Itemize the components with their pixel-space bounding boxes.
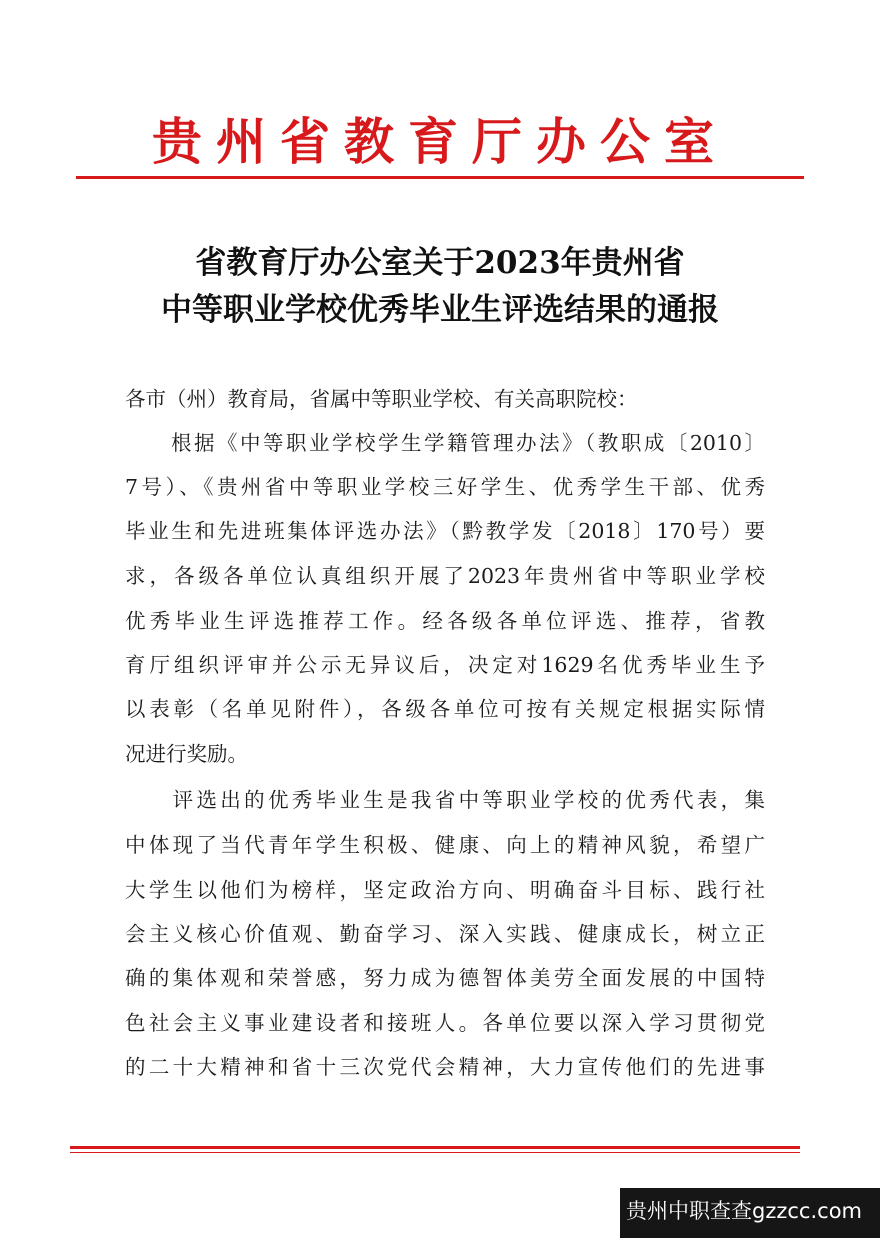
org-header: 贵州省教育厅办公室: [152, 112, 728, 171]
red-divider-bottom-thin: [70, 1152, 800, 1153]
paragraph-2-line: 大学生以他们为榜样，坚定政治方向、明确奋斗目标、践行社: [125, 878, 765, 902]
watermark: 贵州中职查查gzzcc.com: [626, 1199, 862, 1223]
paragraph-1-line: 求，各级各单位认真组织开展了2023年贵州省中等职业学校: [125, 564, 765, 588]
paragraph-2-line: 会主义核心价值观、勤奋学习、深入实践、健康成长，树立正: [125, 922, 765, 946]
paragraph-1-line: 毕业生和先进班集体评选办法》（黔教学发〔2018〕170号）要: [125, 519, 765, 543]
paragraph-1-line: 况进行奖励。: [125, 742, 248, 766]
paragraph-1-line: 根据《中等职业学校学生学籍管理办法》（教职成〔2010〕: [125, 431, 765, 455]
salutation-line: 各市（州）教育局，省属中等职业学校、有关高职院校：: [125, 387, 638, 411]
document-title-line-2: 中等职业学校优秀毕业生评选结果的通报: [161, 292, 719, 328]
paragraph-2-line: 中体现了当代青年学生积极、健康、向上的精神风貌，希望广: [125, 833, 765, 857]
document-title-line-1: 省教育厅办公室关于2023年贵州省: [195, 245, 685, 281]
paragraph-2-line: 确的集体观和荣誉感，努力成为德智体美劳全面发展的中国特: [125, 966, 765, 990]
paragraph-2-line: 色社会主义事业建设者和接班人。各单位要以深入学习贯彻党: [125, 1011, 765, 1035]
paragraph-1-line: 以表彰（名单见附件），各级各单位可按有关规定根据实际情: [125, 697, 765, 721]
paragraph-2-line: 的二十大精神和省十三次党代会精神，大力宣传他们的先进事: [125, 1055, 765, 1079]
paragraph-1-line: 育厅组织评审并公示无异议后，决定对1629名优秀毕业生予: [125, 653, 765, 677]
red-divider-top: [76, 176, 804, 179]
paragraph-1-line: 7号）、《贵州省中等职业学校三好学生、优秀学生干部、优秀: [125, 475, 765, 499]
paragraph-1-line: 优秀毕业生评选推荐工作。经各级各单位评选、推荐，省教: [125, 609, 765, 633]
red-divider-bottom: [70, 1146, 800, 1149]
paragraph-2-line: 评选出的优秀毕业生是我省中等职业学校的优秀代表，集: [125, 788, 765, 812]
